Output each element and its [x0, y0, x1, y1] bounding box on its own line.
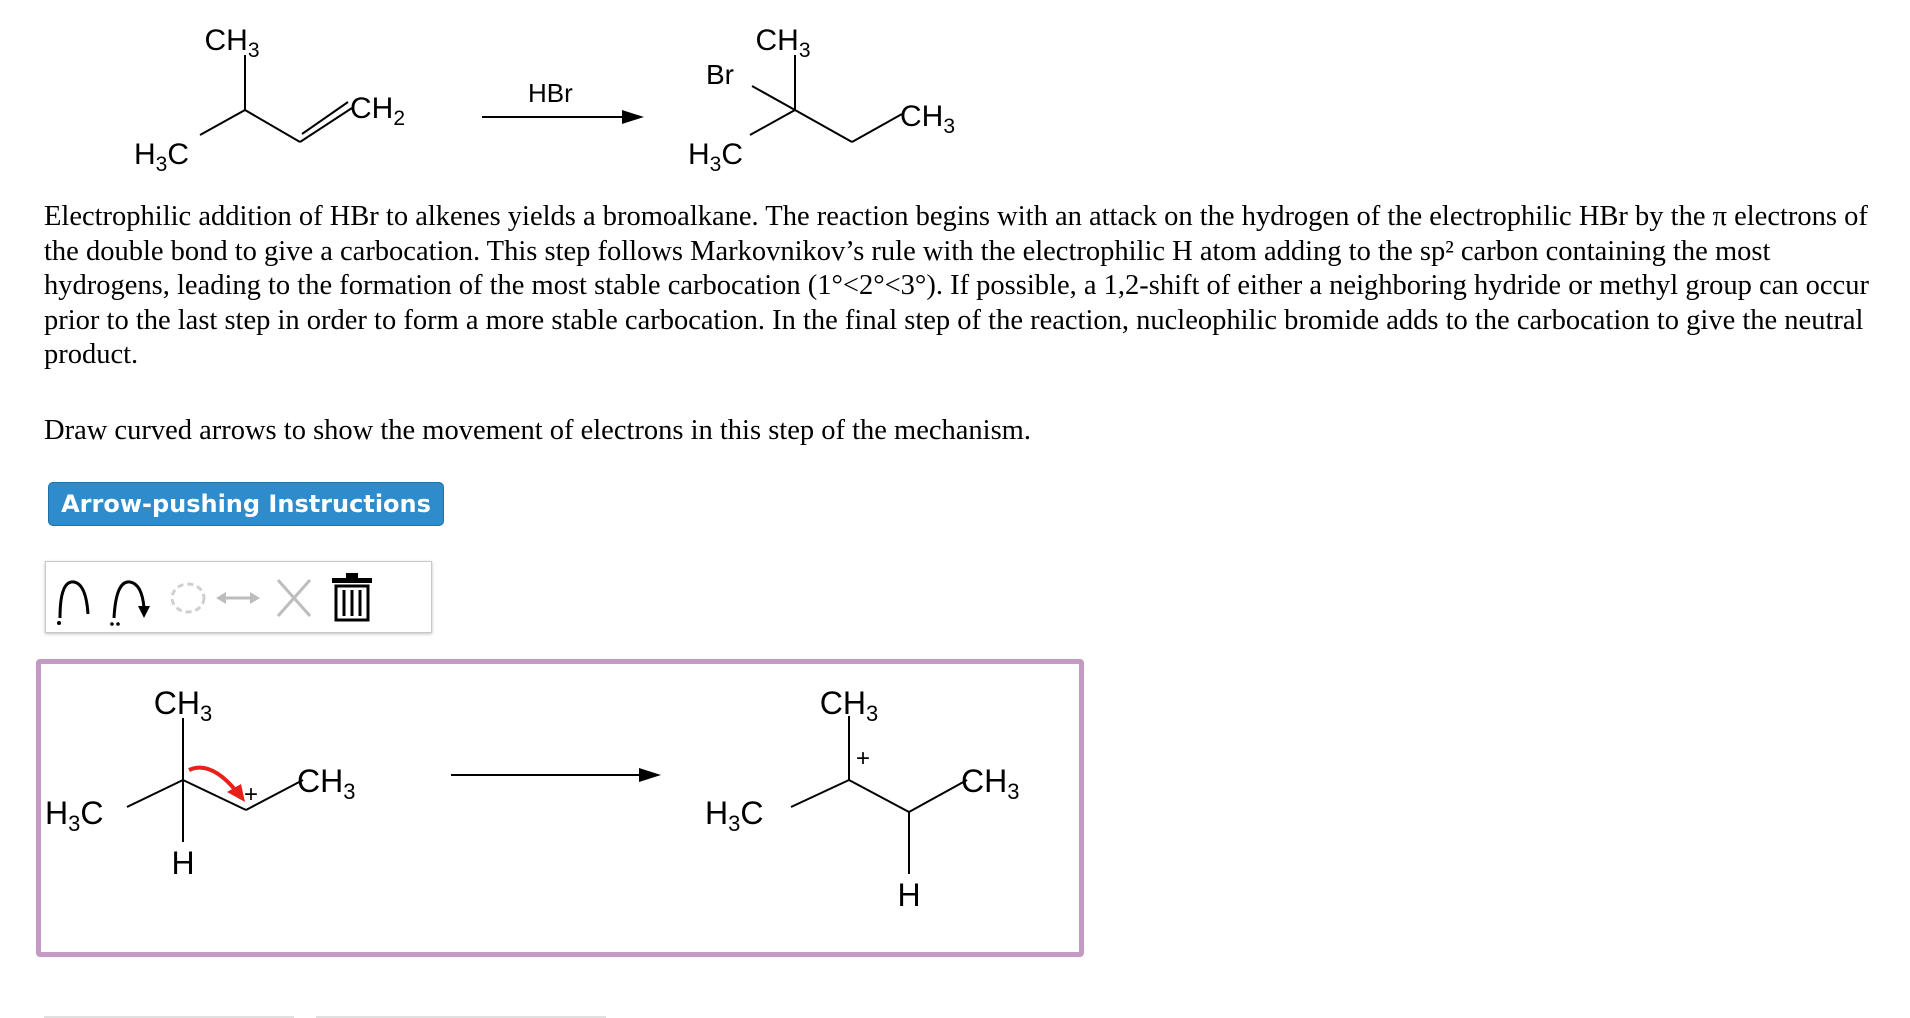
- mechanism-left-top-methyl: $CH_3$: [153, 685, 213, 726]
- mechanism-right-right-methyl: $CH_3$: [961, 763, 1020, 804]
- mechanism-left-hydrogen: H: [171, 845, 195, 881]
- product-top-methyl: $CH_3$: [755, 24, 811, 62]
- curved-arrow-single-icon[interactable]: [104, 568, 156, 628]
- reactant-alkene-end: $CH_2$: [350, 92, 406, 130]
- product-structure: [750, 55, 902, 142]
- reaction-scheme: [0, 0, 1910, 190]
- mechanism-right-left-methyl: $H_3C$: [705, 795, 764, 836]
- drawing-toolbar: [45, 561, 432, 633]
- mechanism-drawing-canvas[interactable]: [36, 659, 1084, 957]
- mechanism-right-top-methyl: $CH_3$: [819, 685, 879, 726]
- product-bromine: Br: [706, 59, 734, 90]
- mechanism-right-structure: [791, 716, 967, 874]
- trash-icon[interactable]: [326, 568, 378, 628]
- mechanism-left-right-methyl: $CH_3$: [297, 763, 356, 804]
- curved-arrow-pair-icon[interactable]: [50, 568, 102, 628]
- mechanism-right-hydrogen: H: [897, 877, 921, 913]
- arrow-pushing-instructions-button[interactable]: Arrow-pushing Instructions: [48, 482, 444, 526]
- reactant-structure: [200, 55, 352, 142]
- mechanism-left-left-methyl: $H_3C$: [45, 795, 104, 836]
- resonance-arrow-icon[interactable]: [212, 568, 264, 628]
- reactant-left-methyl: $H_3C$: [134, 138, 190, 176]
- delete-x-icon[interactable]: [268, 568, 320, 628]
- reactant-top-methyl: $CH_3$: [204, 24, 260, 62]
- prompt-text: Draw curved arrows to show the movement of electrons in this step of the mechanism.: [44, 415, 1031, 446]
- lasso-icon[interactable]: [160, 568, 212, 628]
- mechanism-left-structure: [127, 718, 303, 842]
- user-curved-arrow-head: [227, 784, 245, 802]
- mechanism-right-charge: +: [855, 745, 871, 772]
- product-right-methyl: $CH_3$: [900, 100, 956, 138]
- description-text: Electrophilic addition of HBr to alkenes yields a bromoalkane. The reaction begins with an attack on the hydrogen of the electrophilic HBr by the π electrons of the double bond to give a carbocation. This step follows Markovnikov’s rule with the electrophilic H atom adding to the sp² carbon containing the most hydrogens, leading to the formation of the most stable carbocation (1°<2°<3°). If possible, a 1,2-shift of either a neighboring hydride or methyl group can occur prior to the last step in order to form a more stable carbocation. In the final step of the reaction, nucleophilic bromide adds to the carbocation to give the neutral product.: [44, 201, 1869, 370]
- mechanism-arrowhead: [639, 768, 661, 782]
- mechanism-left-charge: +: [243, 781, 259, 808]
- reaction-arrowhead: [622, 110, 644, 124]
- product-left-methyl: $H_3C$: [688, 138, 744, 176]
- user-curved-arrow[interactable]: [189, 768, 237, 792]
- reagent-label: HBr: [528, 78, 573, 108]
